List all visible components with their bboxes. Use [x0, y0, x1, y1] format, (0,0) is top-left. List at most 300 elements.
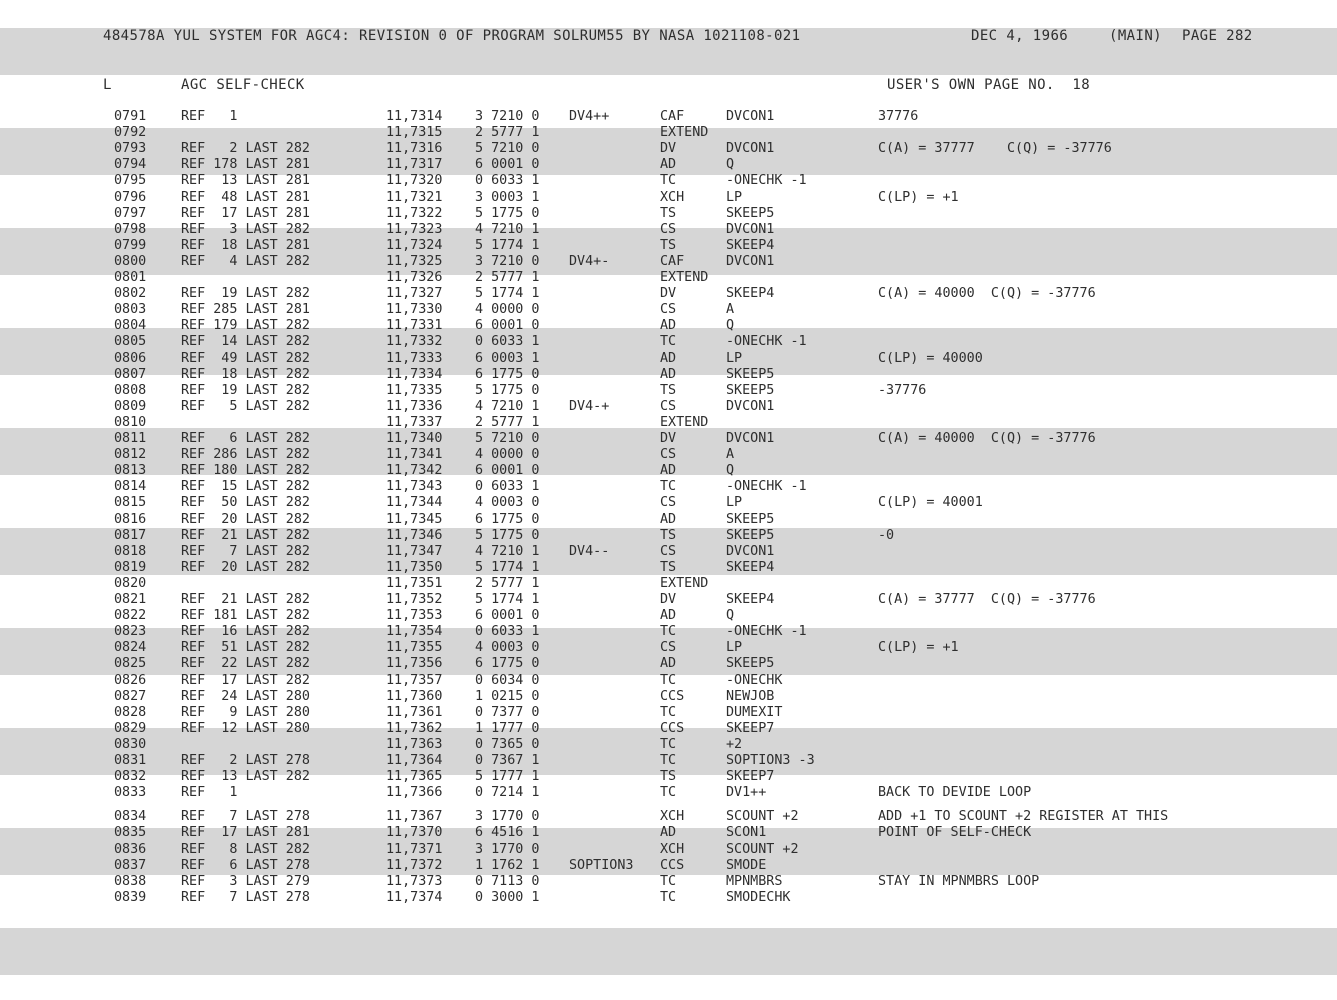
operand: -ONECHK -1 — [726, 479, 807, 495]
listing-row — [0, 190, 1337, 206]
line-number: 0820 — [114, 575, 147, 591]
opcode: TS — [660, 527, 677, 543]
line-number: 0794 — [114, 157, 147, 173]
octal-word: 4 0003 0 — [475, 640, 540, 656]
line-number: 0835 — [114, 825, 147, 841]
octal-word: 3 7210 0 — [475, 253, 540, 269]
opcode: AD — [660, 656, 677, 672]
address: 11,7336 — [386, 398, 443, 414]
address: 11,7344 — [386, 495, 443, 511]
address: 11,7355 — [386, 640, 443, 656]
cross-reference: REF 24 LAST 280 — [181, 688, 310, 704]
cross-reference: REF 7 LAST 278 — [181, 889, 310, 905]
line-number: 0792 — [114, 125, 147, 141]
octal-word: 0 7113 0 — [475, 873, 540, 889]
comment: C(A) = 40000 C(Q) = -37776 — [878, 431, 1096, 446]
line-number: 0795 — [114, 173, 147, 189]
cross-reference: REF 6 LAST 278 — [181, 857, 310, 873]
address: 11,7371 — [386, 841, 443, 857]
octal-word: 5 1774 1 — [475, 286, 540, 302]
opcode: CS — [660, 447, 677, 463]
opcode: TC — [660, 753, 677, 768]
line-number: 0839 — [114, 889, 147, 905]
address: 11,7343 — [386, 479, 443, 495]
listing-row — [0, 673, 1337, 689]
octal-word: 4 0000 0 — [475, 447, 540, 463]
comment: POINT OF SELF-CHECK — [878, 825, 1032, 841]
address: 11,7327 — [386, 286, 443, 302]
line-number: 0828 — [114, 704, 147, 720]
line-number: 0836 — [114, 841, 147, 857]
cross-reference: REF 5 LAST 282 — [181, 398, 310, 414]
octal-word: 6 0001 0 — [475, 318, 540, 334]
address: 11,7361 — [386, 704, 443, 720]
operand: SKEEP7 — [726, 769, 775, 785]
cross-reference: REF 180 LAST 282 — [181, 463, 310, 479]
opcode: AD — [660, 825, 677, 841]
cross-reference: REF 7 LAST 278 — [181, 809, 310, 825]
octal-word: 1 0215 0 — [475, 688, 540, 704]
opcode: TC — [660, 889, 677, 905]
operand: -ONECHK — [726, 672, 783, 688]
opcode: DV — [660, 431, 677, 446]
line-number: 0799 — [114, 237, 147, 253]
opcode: CS — [660, 640, 677, 656]
listing-row — [0, 415, 1337, 431]
opcode: EXTEND — [660, 575, 709, 591]
cross-reference: REF 48 LAST 281 — [181, 189, 310, 205]
octal-word: 0 7365 0 — [475, 736, 540, 752]
listing-row — [0, 592, 1337, 608]
octal-word: 3 1770 0 — [475, 809, 540, 825]
line-number: 0821 — [114, 592, 147, 607]
octal-word: 6 0001 0 — [475, 157, 540, 173]
listing-row — [0, 270, 1337, 286]
address: 11,7345 — [386, 511, 443, 527]
listing-row — [0, 351, 1337, 367]
operand: SKEEP4 — [726, 286, 775, 302]
listing-title: 484578A YUL SYSTEM FOR AGC4: REVISION 0 OF PROGRAM SOLRUM55 BY NASA 1021108-021 — [103, 28, 801, 44]
line-number: 0806 — [114, 350, 147, 366]
listing-row — [0, 238, 1337, 254]
comment: -0 — [878, 527, 895, 543]
address: 11,7337 — [386, 414, 443, 430]
opcode: AD — [660, 511, 677, 527]
address: 11,7350 — [386, 559, 443, 575]
operand: NEWJOB — [726, 688, 775, 704]
line-number: 0834 — [114, 809, 147, 825]
cross-reference: REF 49 LAST 282 — [181, 350, 310, 366]
octal-word: 0 6033 1 — [475, 479, 540, 495]
operand: SKEEP5 — [726, 527, 775, 543]
listing-row — [0, 689, 1337, 705]
cross-reference: REF 3 LAST 279 — [181, 873, 310, 889]
line-number: 0830 — [114, 736, 147, 752]
octal-word: 4 7210 1 — [475, 398, 540, 414]
address: 11,7340 — [386, 431, 443, 446]
listing-row — [0, 334, 1337, 350]
opcode: TC — [660, 173, 677, 189]
operand: A — [726, 302, 735, 318]
listing-row — [0, 656, 1337, 672]
address: 11,7364 — [386, 753, 443, 768]
operand: SMODECHK — [726, 889, 791, 905]
listing-row — [0, 825, 1337, 841]
cross-reference: REF 6 LAST 282 — [181, 431, 310, 446]
line-number: 0824 — [114, 640, 147, 656]
address: 11,7316 — [386, 141, 443, 157]
operand: SKEEP4 — [726, 237, 775, 253]
listing-row — [0, 753, 1337, 769]
opcode: CAF — [660, 253, 685, 269]
listing-row — [0, 640, 1337, 656]
line-number: 0805 — [114, 334, 147, 350]
comment: C(LP) = +1 — [878, 189, 959, 205]
operand: SKEEP4 — [726, 592, 775, 607]
operand: Q — [726, 318, 735, 334]
cross-reference: REF 16 LAST 282 — [181, 624, 310, 640]
listing-row — [0, 809, 1337, 825]
listing-row — [0, 769, 1337, 785]
operand: +2 — [726, 736, 743, 752]
line-number: 0822 — [114, 608, 147, 624]
address: 11,7374 — [386, 889, 443, 905]
opcode: TS — [660, 237, 677, 253]
address: 11,7321 — [386, 189, 443, 205]
cross-reference: REF 17 LAST 281 — [181, 205, 310, 221]
line-number: 0832 — [114, 769, 147, 785]
octal-word: 4 0003 0 — [475, 495, 540, 511]
opcode: AD — [660, 318, 677, 334]
cross-reference: REF 19 LAST 282 — [181, 382, 310, 398]
octal-word: 0 7214 1 — [475, 785, 540, 801]
octal-word: 5 1775 0 — [475, 205, 540, 221]
address: 11,7351 — [386, 575, 443, 591]
cross-reference: REF 285 LAST 281 — [181, 302, 310, 318]
code-label: DV4++ — [569, 109, 610, 124]
address: 11,7326 — [386, 270, 443, 285]
code-label: DV4-- — [569, 543, 610, 559]
operand: SKEEP5 — [726, 382, 775, 398]
operand: SKEEP7 — [726, 720, 775, 736]
listing-row — [0, 890, 1337, 906]
opcode: TC — [660, 672, 677, 688]
opcode: CS — [660, 221, 677, 237]
opcode: TC — [660, 736, 677, 752]
line-number: 0813 — [114, 463, 147, 479]
cross-reference: REF 14 LAST 282 — [181, 334, 310, 350]
listing-row — [0, 495, 1337, 511]
cross-reference: REF 21 LAST 282 — [181, 592, 310, 607]
operand: DVCON1 — [726, 141, 775, 157]
comment: ADD +1 TO SCOUNT +2 REGISTER AT THIS — [878, 809, 1169, 825]
opcode: AD — [660, 157, 677, 173]
operand: DV1++ — [726, 785, 767, 801]
user-page-number: USER'S OWN PAGE NO. 18 — [887, 77, 1091, 93]
opcode: TS — [660, 205, 677, 221]
operand: SCOUNT +2 — [726, 809, 799, 825]
line-number: 0837 — [114, 857, 147, 873]
address: 11,7331 — [386, 318, 443, 334]
listing-row — [0, 383, 1337, 399]
address: 11,7347 — [386, 543, 443, 559]
line-number: 0796 — [114, 189, 147, 205]
line-number: 0808 — [114, 382, 147, 398]
line-number: 0801 — [114, 270, 147, 285]
opcode: CCS — [660, 857, 685, 873]
opcode: CS — [660, 398, 677, 414]
listing-marker: L — [103, 77, 112, 93]
operand: SKEEP5 — [726, 205, 775, 221]
listing-row — [0, 737, 1337, 753]
opcode: AD — [660, 366, 677, 382]
line-number: 0791 — [114, 109, 147, 124]
operand: -ONECHK -1 — [726, 624, 807, 640]
listing-row — [0, 463, 1337, 479]
opcode: XCH — [660, 189, 685, 205]
cross-reference: REF 17 LAST 282 — [181, 672, 310, 688]
opcode: CCS — [660, 688, 685, 704]
code-label: DV4+- — [569, 253, 610, 269]
address: 11,7366 — [386, 785, 443, 801]
listing-date: DEC 4, 1966 — [971, 28, 1069, 44]
listing-row — [0, 624, 1337, 640]
comment: C(LP) = +1 — [878, 640, 959, 656]
line-number: 0815 — [114, 495, 147, 511]
comment: C(A) = 37777 C(Q) = -37776 — [878, 141, 1112, 157]
opcode: TC — [660, 479, 677, 495]
address: 11,7324 — [386, 237, 443, 253]
operand: -ONECHK -1 — [726, 173, 807, 189]
listing-row — [0, 206, 1337, 222]
line-number: 0797 — [114, 205, 147, 221]
opcode: AD — [660, 350, 677, 366]
opcode: EXTEND — [660, 270, 709, 285]
cross-reference: REF 51 LAST 282 — [181, 640, 310, 656]
cross-reference: REF 9 LAST 280 — [181, 704, 310, 720]
line-number: 0829 — [114, 720, 147, 736]
opcode: TS — [660, 769, 677, 785]
line-number: 0804 — [114, 318, 147, 334]
opcode: TS — [660, 559, 677, 575]
operand: DVCON1 — [726, 543, 775, 559]
listing-row — [0, 286, 1337, 302]
line-number: 0803 — [114, 302, 147, 318]
listing-row — [0, 560, 1337, 576]
line-number: 0826 — [114, 672, 147, 688]
line-number: 0811 — [114, 431, 147, 446]
listing-row — [0, 141, 1337, 157]
address: 11,7335 — [386, 382, 443, 398]
opcode: CS — [660, 543, 677, 559]
listing-row — [0, 157, 1337, 173]
code-label: SOPTION3 — [569, 857, 634, 873]
operand: DVCON1 — [726, 431, 775, 446]
operand: LP — [726, 189, 743, 205]
octal-word: 6 1775 0 — [475, 511, 540, 527]
address: 11,7356 — [386, 656, 443, 672]
comment: STAY IN MPNMBRS LOOP — [878, 873, 1040, 889]
octal-word: 6 4516 1 — [475, 825, 540, 841]
cross-reference: REF 21 LAST 282 — [181, 527, 310, 543]
operand: LP — [726, 640, 743, 656]
code-label: DV4-+ — [569, 398, 610, 414]
cross-reference: REF 13 LAST 282 — [181, 769, 310, 785]
line-number: 0816 — [114, 511, 147, 527]
cross-reference: REF 19 LAST 282 — [181, 286, 310, 302]
octal-word: 5 1777 1 — [475, 769, 540, 785]
cross-reference: REF 8 LAST 282 — [181, 841, 310, 857]
octal-word: 6 0001 0 — [475, 463, 540, 479]
address: 11,7332 — [386, 334, 443, 350]
opcode: AD — [660, 463, 677, 479]
opcode: TC — [660, 873, 677, 889]
opcode: DV — [660, 592, 677, 607]
line-number: 0800 — [114, 253, 147, 269]
comment: 37776 — [878, 109, 919, 124]
cross-reference: REF 2 LAST 282 — [181, 141, 310, 157]
operand: DVCON1 — [726, 109, 775, 124]
octal-word: 2 5777 1 — [475, 125, 540, 141]
address: 11,7342 — [386, 463, 443, 479]
octal-word: 1 1777 0 — [475, 720, 540, 736]
line-number: 0814 — [114, 479, 147, 495]
address: 11,7367 — [386, 809, 443, 825]
cross-reference: REF 181 LAST 282 — [181, 608, 310, 624]
opcode: EXTEND — [660, 414, 709, 430]
listing-row — [0, 318, 1337, 334]
octal-word: 4 7210 1 — [475, 543, 540, 559]
comment: BACK TO DEVIDE LOOP — [878, 785, 1032, 801]
octal-word: 0 7377 0 — [475, 704, 540, 720]
octal-word: 3 7210 0 — [475, 109, 540, 124]
octal-word: 5 7210 0 — [475, 141, 540, 157]
line-number: 0833 — [114, 785, 147, 801]
line-number: 0798 — [114, 221, 147, 237]
octal-word: 5 1775 0 — [475, 527, 540, 543]
opcode: EXTEND — [660, 125, 709, 141]
listing-subtitle: AGC SELF-CHECK — [181, 77, 305, 93]
listing-row — [0, 608, 1337, 624]
operand: DVCON1 — [726, 398, 775, 414]
opcode: TC — [660, 334, 677, 350]
operand: DUMEXIT — [726, 704, 783, 720]
line-number: 0823 — [114, 624, 147, 640]
listing-row — [0, 858, 1337, 874]
opcode: CS — [660, 302, 677, 318]
octal-word: 0 6034 0 — [475, 672, 540, 688]
address: 11,7346 — [386, 527, 443, 543]
address: 11,7363 — [386, 736, 443, 752]
octal-word: 0 6033 1 — [475, 173, 540, 189]
operand: SOPTION3 -3 — [726, 753, 815, 768]
cross-reference: REF 15 LAST 282 — [181, 479, 310, 495]
operand: SKEEP5 — [726, 656, 775, 672]
cross-reference: REF 20 LAST 282 — [181, 511, 310, 527]
opcode: XCH — [660, 809, 685, 825]
opcode: DV — [660, 141, 677, 157]
opcode: DV — [660, 286, 677, 302]
cross-reference: REF 4 LAST 282 — [181, 253, 310, 269]
address: 11,7325 — [386, 253, 443, 269]
listing-row — [0, 512, 1337, 528]
address: 11,7314 — [386, 109, 443, 124]
listing-row — [0, 447, 1337, 463]
comment: -37776 — [878, 382, 927, 398]
cross-reference: REF 13 LAST 281 — [181, 173, 310, 189]
octal-word: 5 1774 1 — [475, 237, 540, 253]
operand: Q — [726, 608, 735, 624]
opcode: XCH — [660, 841, 685, 857]
listing-row — [0, 431, 1337, 447]
octal-word: 5 1775 0 — [475, 382, 540, 398]
cross-reference: REF 17 LAST 281 — [181, 825, 310, 841]
comment: C(LP) = 40000 — [878, 350, 983, 366]
address: 11,7360 — [386, 688, 443, 704]
octal-word: 4 7210 1 — [475, 221, 540, 237]
operand: SKEEP5 — [726, 366, 775, 382]
cross-reference: REF 2 LAST 278 — [181, 753, 310, 768]
operand: DVCON1 — [726, 253, 775, 269]
line-number: 0817 — [114, 527, 147, 543]
listing-row — [0, 544, 1337, 560]
address: 11,7317 — [386, 157, 443, 173]
comment: C(LP) = 40001 — [878, 495, 983, 511]
address: 11,7320 — [386, 173, 443, 189]
operand: SKEEP4 — [726, 559, 775, 575]
listing-row — [0, 125, 1337, 141]
listing-row — [0, 367, 1337, 383]
address: 11,7330 — [386, 302, 443, 318]
opcode: TC — [660, 624, 677, 640]
octal-word: 1 1762 1 — [475, 857, 540, 873]
cross-reference: REF 50 LAST 282 — [181, 495, 310, 511]
operand: LP — [726, 350, 743, 366]
octal-word: 6 1775 0 — [475, 656, 540, 672]
address: 11,7357 — [386, 672, 443, 688]
listing-row — [0, 721, 1337, 737]
line-number: 0793 — [114, 141, 147, 157]
octal-word: 6 0001 0 — [475, 608, 540, 624]
address: 11,7322 — [386, 205, 443, 221]
octal-word: 2 5777 1 — [475, 575, 540, 591]
cross-reference: REF 20 LAST 282 — [181, 559, 310, 575]
operand: MPNMBRS — [726, 873, 783, 889]
listing-row — [0, 528, 1337, 544]
address: 11,7323 — [386, 221, 443, 237]
listing-row — [0, 576, 1337, 592]
cross-reference: REF 3 LAST 282 — [181, 221, 310, 237]
operand: DVCON1 — [726, 221, 775, 237]
operand: SMODE — [726, 857, 767, 873]
opcode: AD — [660, 608, 677, 624]
octal-word: 0 6033 1 — [475, 334, 540, 350]
operand: SKEEP5 — [726, 511, 775, 527]
address: 11,7334 — [386, 366, 443, 382]
opcode: TC — [660, 785, 677, 801]
line-number: 0819 — [114, 559, 147, 575]
line-number: 0818 — [114, 543, 147, 559]
line-number: 0825 — [114, 656, 147, 672]
opcode: TS — [660, 382, 677, 398]
line-number: 0831 — [114, 753, 147, 768]
octal-word: 3 1770 0 — [475, 841, 540, 857]
address: 11,7373 — [386, 873, 443, 889]
address: 11,7362 — [386, 720, 443, 736]
cross-reference: REF 18 LAST 282 — [181, 366, 310, 382]
octal-word: 2 5777 1 — [475, 270, 540, 285]
comment: C(A) = 37777 C(Q) = -37776 — [878, 592, 1096, 607]
